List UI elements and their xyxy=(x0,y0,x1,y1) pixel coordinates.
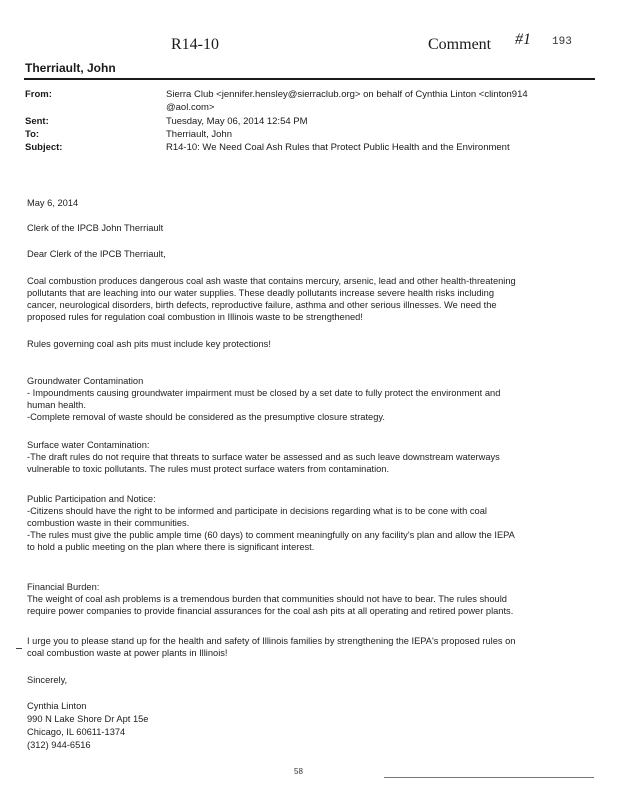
footer-page-mark: 58 xyxy=(294,767,303,776)
section-groundwater: Groundwater Contamination - Impoundments causing groundwater impairment must be closed by a set date to fully protect the environment and human health. -Complete removal of waste should be considered as the presumptive closure strategy. xyxy=(27,376,501,423)
letter-intro: Coal combustion produces dangerous coal ash waste that contains mercury, arsenic, lead and other health-threatening pollutants that are leaching into our water supplies. These deadly pollutants increase severe health risks including cancer, neurological disorders, birth defects, reproductive failure, asthma and other serious illnesses. We need the proposed rules for regulation coal combustion in Illinois waste to be strengthened! xyxy=(27,276,516,323)
signoff: Sincerely, xyxy=(27,675,68,685)
letter-date: May 6, 2014 xyxy=(27,198,79,208)
to-value: Therriault, John xyxy=(166,129,233,140)
docket-number: R14-10 xyxy=(171,36,219,53)
section-financial: Financial Burden: The weight of coal ash problems is a tremendous burden that communities should not have to bear. The rules should require power companies to provide financial assurances for the coal ash pits at all operating and retired power plants. xyxy=(27,582,514,617)
recipient-name: Therriault, John xyxy=(25,61,116,75)
from-value: Sierra Club <jennifer.hensley@sierraclub.org> on behalf of Cynthia Linton <clinton914 xyxy=(166,89,528,100)
sent-label: Sent: xyxy=(25,116,49,127)
closing-request: I urge you to please stand up for the health and safety of Illinois families by strengthening the IEPA's proposed rules on coal combustion waste at power plants in Illinois! xyxy=(27,636,516,659)
signature-block: Cynthia Linton 990 N Lake Shore Dr Apt 15e Chicago, IL 60611-1374 (312) 944-6516 xyxy=(27,701,149,750)
subject-label: Subject: xyxy=(25,142,63,153)
comment-label: Comment xyxy=(428,36,492,53)
to-label: To: xyxy=(25,129,40,140)
scan-mark xyxy=(384,777,594,778)
letter-salutation: Dear Clerk of the IPCB Therriault, xyxy=(27,249,166,259)
scan-mark xyxy=(16,648,22,649)
page-code: 193 xyxy=(552,36,572,48)
comment-number: #1 xyxy=(515,31,531,48)
letter-protections: Rules governing coal ash pits must include key protections! xyxy=(27,339,271,349)
subject-value: R14-10: We Need Coal Ash Rules that Protect Public Health and the Environment xyxy=(166,142,510,153)
from-label: From: xyxy=(25,89,52,100)
letter-addressee: Clerk of the IPCB John Therriault xyxy=(27,223,164,233)
section-public-participation: Public Participation and Notice: -Citizens should have the right to be informed and participate in decisions regarding what is to be cone with coal combustion waste in their communities. -The rules must give the public ample time (60 days) to comment meaningfully on any facility's plan and allow the IEPA to hold a public meeting on the plan where there is significant interest. xyxy=(27,494,515,553)
header-rule xyxy=(24,78,595,80)
section-surface-water: Surface water Contamination: -The draft rules do not require that threats to surface water be assessed and as such leave downstream waterways vulnerable to toxic pollutants. The rules must protect surface waters from contamination. xyxy=(27,440,500,475)
sent-value: Tuesday, May 06, 2014 12:54 PM xyxy=(166,116,308,127)
from-value-cont: @aol.com> xyxy=(166,102,215,113)
